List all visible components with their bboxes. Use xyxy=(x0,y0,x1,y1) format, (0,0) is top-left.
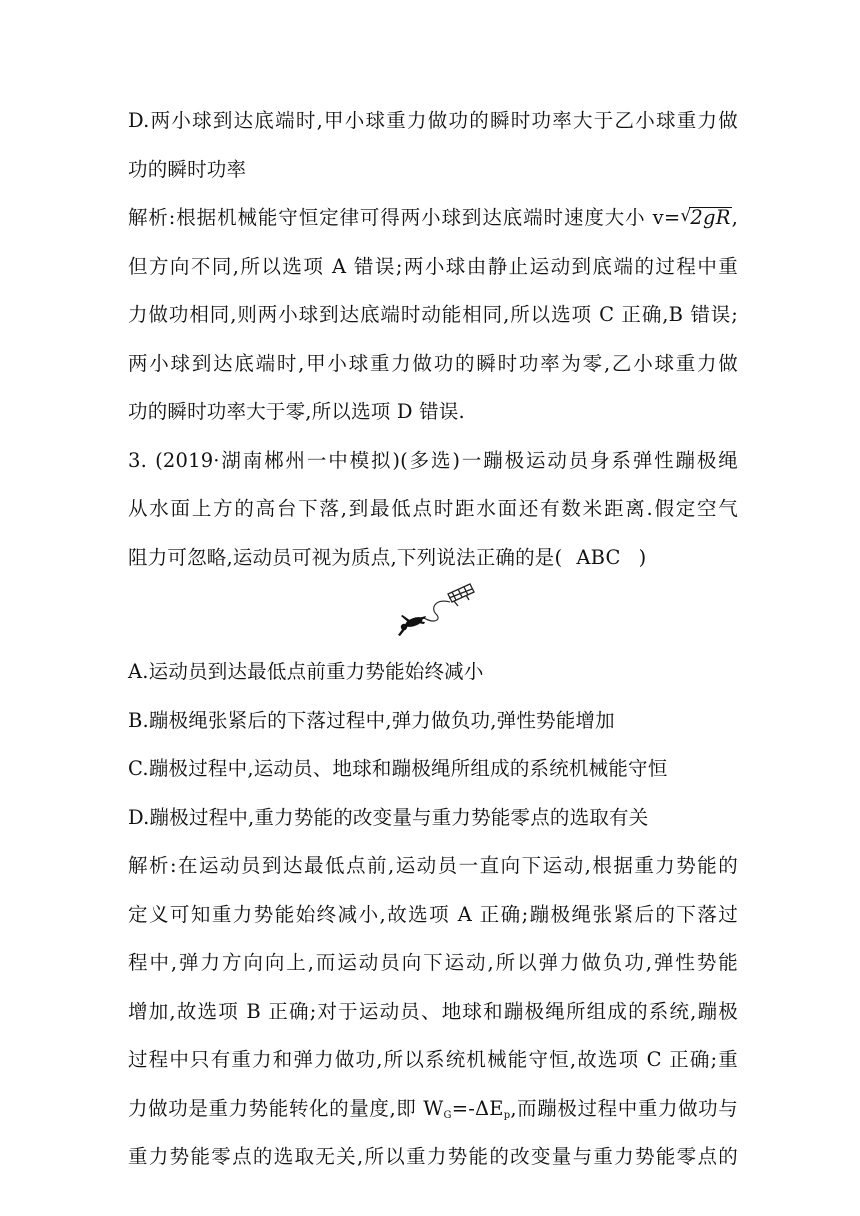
analysis-line-3: 力做功相同,则两小球到达底端时动能相同,所以选项 C 正确,B 错误; xyxy=(128,303,738,326)
formula-text-mid: =-ΔE xyxy=(451,1096,504,1120)
analysis-2-line-3: 程中,弹力方向向上,而运动员向下运动,所以弹力做负功,弹性势能 xyxy=(128,951,738,974)
question-3-line-2: 从水面上方的高台下落,到最低点时距水面还有数米距离.假定空气 xyxy=(128,497,738,520)
option-d: D.蹦极过程中,重力势能的改变量与重力势能零点的选取有关 xyxy=(128,805,649,829)
option-b: B.蹦极绳张紧后的下落过程中,弹力做负功,弹性势能增加 xyxy=(128,708,615,732)
analysis-line-2: 但方向不同,所以选项 A 错误;两小球由静止运动到底端的过程中重 xyxy=(128,254,738,278)
sqrt-expression xyxy=(680,206,731,230)
analysis-line-4: 两小球到达底端时,甲小球重力做功的瞬时功率为零,乙小球重力做 xyxy=(128,351,738,375)
formula-text-pre: 力做功是重力势能转化的量度,即 W xyxy=(128,1096,444,1120)
close-paren: ) xyxy=(638,545,647,569)
analysis-2-line-5: 过程中只有重力和弹力做功,所以系统机械能守恒,故选项 C 正确;重 xyxy=(128,1048,738,1071)
platform-icon xyxy=(448,584,474,606)
analysis-text: 解析:根据机械能守恒定律可得两小球到达底端时速度大小 v= xyxy=(128,206,681,229)
document-page xyxy=(128,109,738,1194)
subscript-p: p xyxy=(503,1109,511,1121)
question-3-line-3 xyxy=(128,546,738,570)
jumper-silhouette xyxy=(398,615,426,636)
sqrt-radicand: 2gR xyxy=(690,206,731,229)
option-a: A.运动员到达最低点前重力势能始终减小 xyxy=(128,660,484,683)
option-d-line-2: 功的瞬时功率 xyxy=(128,157,247,181)
analysis-text-end: , xyxy=(731,206,738,229)
bungee-jumper-icon xyxy=(392,580,484,646)
analysis-2-line-6 xyxy=(128,1097,738,1121)
analysis-2-line-4: 增加,故选项 B 正确;对于运动员、地球和蹦极绳所组成的系统,蹦极 xyxy=(128,999,738,1023)
question-3-line-1: 3. (2019·湖南郴州一中模拟)(多选)一蹦极运动员身系弹性蹦极绳 xyxy=(128,448,738,472)
subscript-g: G xyxy=(443,1109,452,1121)
option-c: C.蹦极过程中,运动员、地球和蹦极绳所组成的系统机械能守恒 xyxy=(128,757,668,780)
question-stem-end: 阻力可忽略,运动员可视为质点,下列说法正确的是( xyxy=(128,545,563,569)
analysis-line-1 xyxy=(128,206,738,230)
formula-text-post: ,而蹦极过程中重力做功与 xyxy=(510,1096,739,1120)
bungee-figure xyxy=(128,580,738,646)
analysis-2-line-2: 定义可知重力势能始终减小,故选项 A 正确;蹦极绳张紧后的下落过 xyxy=(128,902,738,926)
bungee-rope xyxy=(424,601,450,621)
analysis-line-5: 功的瞬时功率大于零,所以选项 D 错误. xyxy=(128,400,465,423)
option-d-line-1: D.两小球到达底端时,甲小球重力做功的瞬时功率大于乙小球重力做 xyxy=(128,109,738,132)
analysis-2-line-1: 解析:在运动员到达最低点前,运动员一直向下运动,根据重力势能的 xyxy=(128,854,738,877)
radical-sign: √ xyxy=(680,206,692,226)
answer-text: ABC xyxy=(576,545,621,569)
analysis-2-line-7: 重力势能零点的选取无关,所以重力势能的改变量与重力势能零点的 xyxy=(128,1145,738,1168)
